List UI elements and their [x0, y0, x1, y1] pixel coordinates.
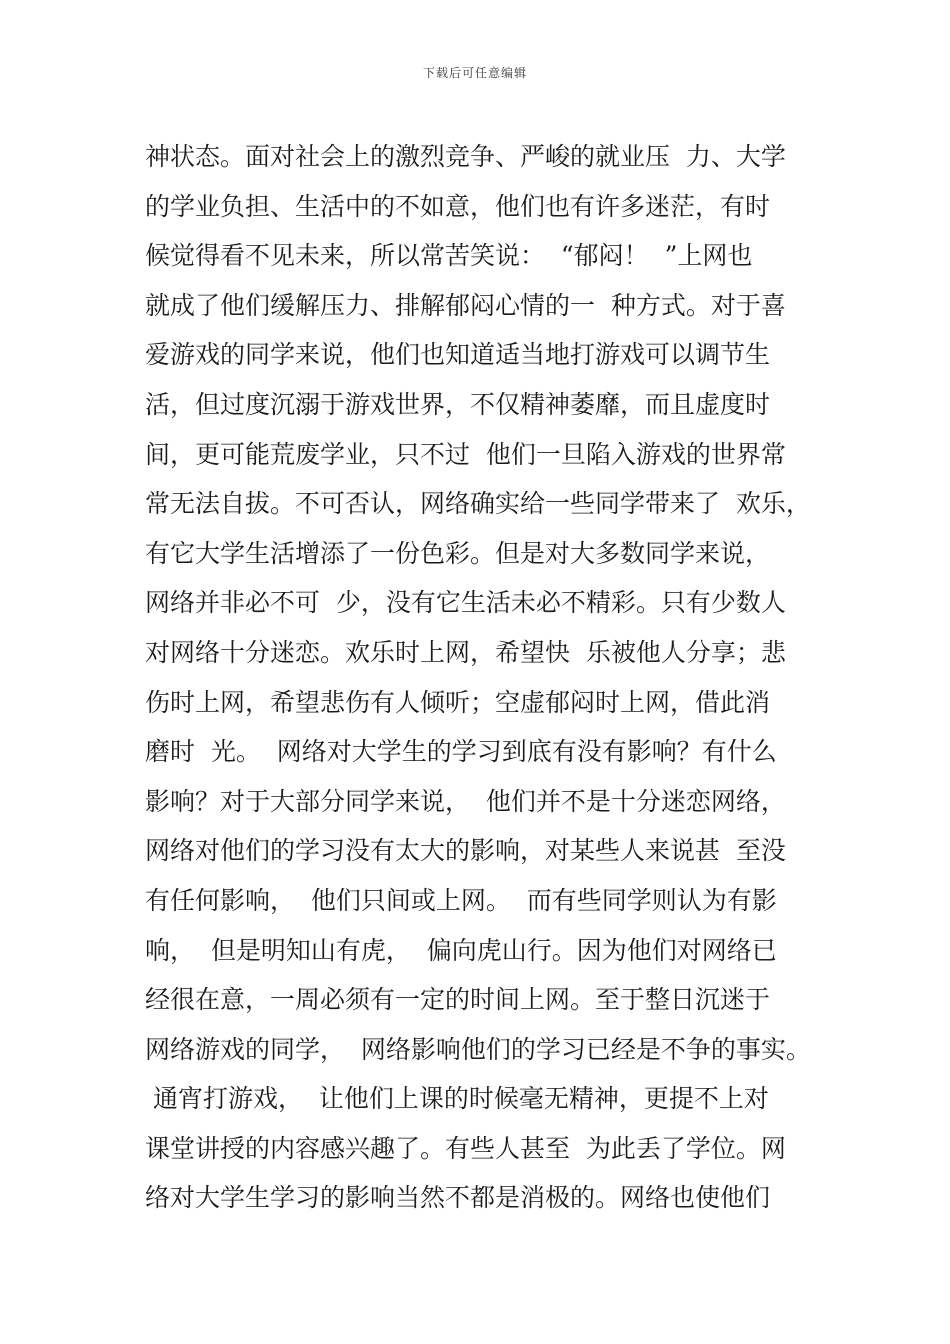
- text-line: 响， 但是明知山有虎， 偏向虎山行。因为他们对网络已: [145, 935, 777, 965]
- text-line: 络对大学生学习的影响当然不都是消极的。网络也使他们: [145, 1183, 771, 1213]
- text-line: 爱游戏的同学来说，他们也知道适当地打游戏可以调节生: [145, 340, 771, 370]
- text-line: 经很在意，一周必须有一定的时间上网。至于整日沉迷于: [145, 985, 771, 1015]
- text-line: 有它大学生活增添了一份色彩。但是对大多数同学来说，: [145, 538, 771, 568]
- document-body: [145, 132, 845, 1223]
- text-line: 课堂讲授的内容感兴趣了。有些人甚至 为此丢了学位。网: [145, 1133, 786, 1163]
- text-line: 磨时 光。 网络对大学生的学习到底有没有影响？有什么: [145, 737, 777, 767]
- text-line: 常无法自拔。不可否认，网络确实给一些同学带来了 欢乐，: [145, 489, 811, 519]
- text-line: 网络对他们的学习没有太大的影响，对某些人来说甚 至没: [145, 836, 786, 866]
- text-line: 就成了他们缓解压力、排解郁闷心情的一 种方式。对于喜: [145, 290, 786, 320]
- text-line: 的学业负担、生活中的不如意，他们也有许多迷茫，有时: [145, 191, 771, 221]
- text-line: 间，更可能荒废学业，只不过 他们一旦陷入游戏的世界常: [145, 439, 786, 469]
- text-line: 伤时上网，希望悲伤有人倾听；空虚郁闷时上网，借此消: [145, 687, 771, 717]
- text-line: 对网络十分迷恋。欢乐时上网，希望快 乐被他人分享；悲: [145, 637, 786, 667]
- text-line: 网络游戏的同学， 网络影响他们的学习已经是不争的事实。: [145, 1034, 811, 1064]
- text-line: 神状态。面对社会上的激烈竞争、严峻的就业压 力、大学: [145, 142, 786, 171]
- text-line: 有任何影响， 他们只间或上网。 而有些同学则认为有影: [145, 885, 777, 915]
- text-line: 候觉得看不见未来，所以常苦笑说： “郁闷！ ”上网也: [145, 241, 753, 271]
- text-line: 网络并非必不可 少，没有它生活未必不精彩。只有少数人: [145, 588, 786, 618]
- text-line: 影响？对于大部分同学来说， 他们并不是十分迷恋网络，: [145, 786, 786, 816]
- text-line: 通宵打游戏， 让他们上课的时候毫无精神，更提不上对: [145, 1084, 769, 1114]
- page-header: 下载后可任意编辑: [422, 66, 527, 80]
- text-line: 活，但过度沉溺于游戏世界，不仅精神萎靡，而且虚度时: [145, 389, 771, 419]
